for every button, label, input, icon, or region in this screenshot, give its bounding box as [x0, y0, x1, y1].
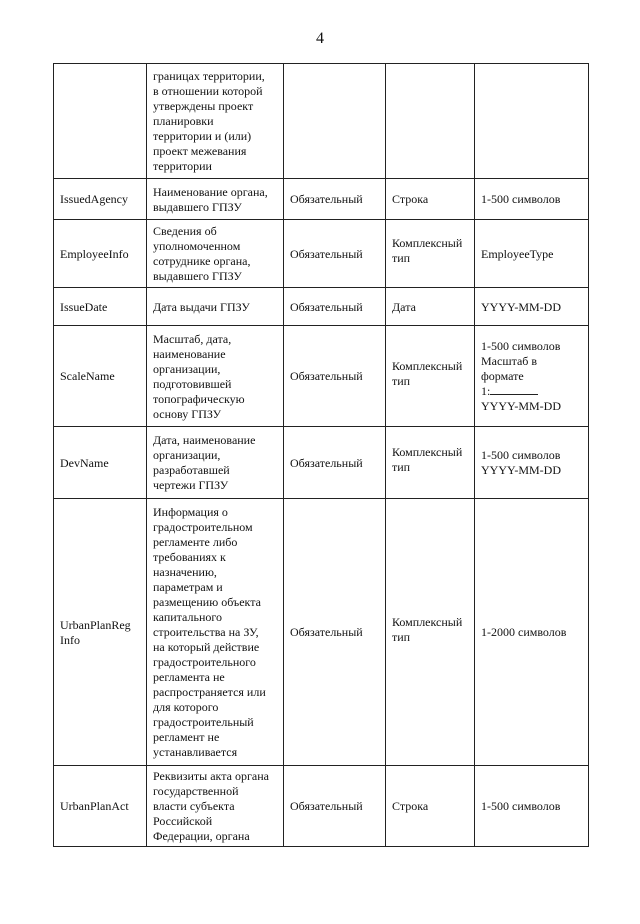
- format-cell: EmployeeType: [475, 220, 589, 288]
- table-row: [54, 220, 589, 288]
- element-description-cell: Дата выдачи ГПЗУ: [147, 288, 284, 326]
- required-cell: Обязательный: [284, 288, 386, 326]
- required-cell: [284, 64, 386, 179]
- format-cell: 1-500 символов: [475, 766, 589, 847]
- required-cell: Обязательный: [284, 427, 386, 499]
- table-row: [54, 766, 589, 847]
- element-description-cell: Информация о градостроительном регламенте либо требованиях к назначению, параметрам и размещению объекта капитального строительства на ЗУ, на который действие градостроительного регламента не распространяется или для которого градостроительный регламент не устанавливается: [147, 499, 284, 766]
- type-cell: [386, 326, 475, 427]
- type-cell: [386, 427, 475, 499]
- table-row: [54, 326, 589, 427]
- scale-blank-line: [490, 384, 538, 395]
- element-description-cell: Дата, наименование организации, разработавшей чертежи ГПЗУ: [147, 427, 284, 499]
- element-name-cell: UrbanPlanReg Info: [54, 499, 147, 766]
- type-text: Комплексный тип: [392, 236, 463, 265]
- required-cell: Обязательный: [284, 326, 386, 427]
- data-elements-table: [53, 63, 589, 847]
- type-cell: Строка: [386, 179, 475, 220]
- required-cell: Обязательный: [284, 179, 386, 220]
- element-name-cell: IssuedAgency: [54, 179, 147, 220]
- type-text: Комплексный тип: [392, 614, 463, 644]
- type-cell: Строка: [386, 766, 475, 847]
- element-name-cell: EmployeeInfo: [54, 220, 147, 288]
- format-cell: 1-500 символов YYYY-MM-DD: [475, 427, 589, 499]
- type-cell: [386, 64, 475, 179]
- element-description-cell: границах территории, в отношении которой утверждены проект планировки территории и (или) проект межевания территории: [147, 64, 284, 179]
- table-row: [54, 179, 589, 220]
- table-row: [54, 499, 589, 766]
- format-cell: [475, 326, 589, 427]
- element-description-cell: Наименование органа, выдавшего ГПЗУ: [147, 179, 284, 220]
- type-text: Комплексный тип: [392, 358, 463, 388]
- element-description-cell: Масштаб, дата, наименование организации, подготовившей топографическую основу ГПЗУ: [147, 326, 284, 427]
- page-number: 4: [316, 30, 324, 47]
- element-name-cell: DevName: [54, 427, 147, 499]
- element-name-cell: [54, 64, 147, 179]
- element-name-cell: UrbanPlanAct: [54, 766, 147, 847]
- element-description-cell: Сведения об уполномоченном сотруднике органа, выдавшего ГПЗУ: [147, 220, 284, 288]
- format-cell: 1-2000 символов: [475, 499, 589, 766]
- format-text: 1-500 символов Масштаб в формате 1:: [481, 339, 561, 398]
- element-description-cell: Реквизиты акта органа государственной власти субъекта Российской Федерации, органа: [147, 766, 284, 847]
- element-name-cell: IssueDate: [54, 288, 147, 326]
- element-name-cell: ScaleName: [54, 326, 147, 427]
- type-text: Комплексный тип: [392, 445, 463, 474]
- format-cell: YYYY-MM-DD: [475, 288, 589, 326]
- table-row: [54, 427, 589, 499]
- format-date-text: YYYY-MM-DD: [481, 399, 561, 413]
- format-cell: 1-500 символов: [475, 179, 589, 220]
- type-cell: Дата: [386, 288, 475, 326]
- format-cell: [475, 64, 589, 179]
- required-cell: Обязательный: [284, 499, 386, 766]
- required-cell: Обязательный: [284, 220, 386, 288]
- type-cell: [386, 499, 475, 766]
- required-cell: Обязательный: [284, 766, 386, 847]
- table-row: [54, 288, 589, 326]
- type-cell: [386, 220, 475, 288]
- table-row: [54, 64, 589, 179]
